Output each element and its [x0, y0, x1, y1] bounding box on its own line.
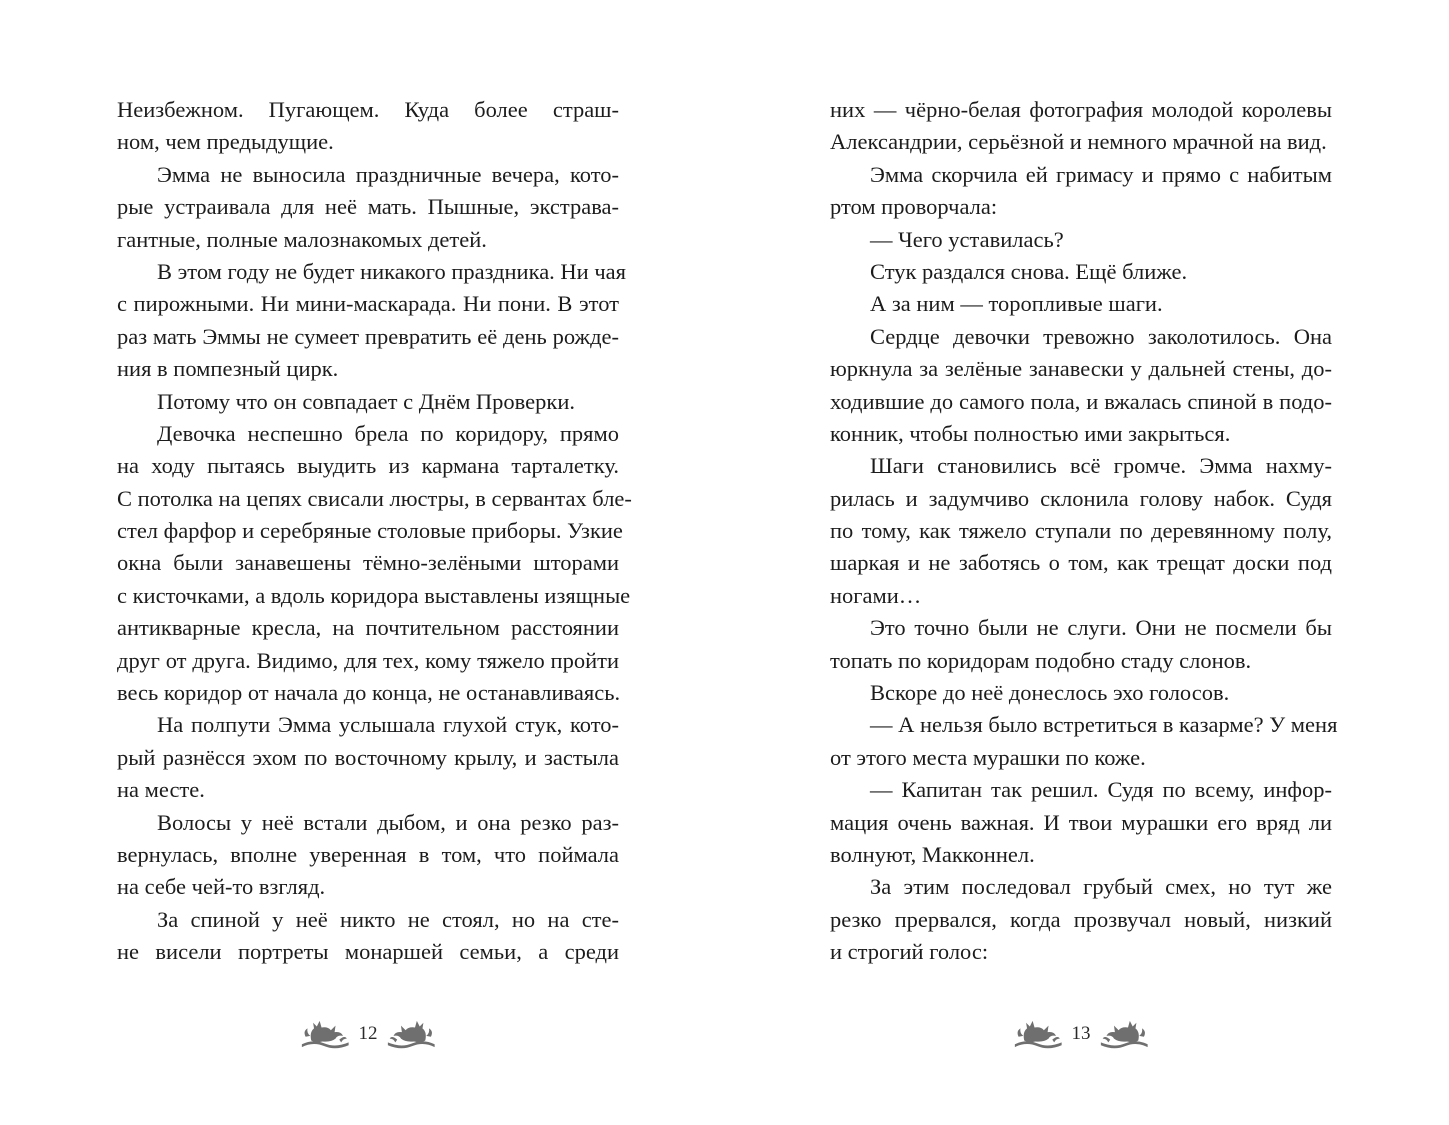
text-line: В этом году не будет никакого праздника. Ни чая: [157, 258, 626, 284]
text-line: стел фарфор и серебряные столовые приборы. Узкие: [117, 518, 623, 544]
left-page-body: [117, 94, 632, 969]
text-line: с кисточками, а вдоль коридора выставлены изящные: [117, 582, 631, 608]
text-line: топать по коридорам подобно стаду слонов.: [830, 647, 1252, 673]
text-line: мация очень важная. И твои мурашки его вряд ли: [830, 809, 1332, 835]
text-line: раз мать Эммы не сумеет превратить её день рожде-: [117, 323, 619, 349]
text-line: рые устраивала для неё мать. Пышные, экстрава-: [117, 194, 619, 220]
text-line: волнуют, Макконнел.: [830, 841, 1035, 867]
text-line: Эмма скорчила ей гримасу и прямо с набитым: [870, 161, 1332, 187]
text-line: Девочка неспешно брела по коридору, прямо: [157, 420, 619, 446]
page-number: 13: [1071, 1023, 1091, 1044]
text-line: За спиной у неё никто не стоял, но на сте-: [157, 906, 619, 932]
text-line: А за ним — торопливые шаги.: [870, 291, 1163, 317]
text-line: ния в помпезный цирк.: [117, 356, 339, 382]
text-line: юркнула за зелёные занавески у дальней стены, до-: [830, 356, 1332, 382]
text-line: — Капитан так решил. Судя по всему, инфор-: [870, 777, 1332, 803]
text-line: антикварные кресла, на почтительном расстоянии: [117, 615, 619, 641]
text-line: окна были занавешены тёмно-зелёными шторами: [117, 550, 619, 576]
text-line: вернулась, вполне уверенная в том, что поймала: [117, 841, 619, 867]
text-line: ртом проворчала:: [830, 194, 998, 220]
text-line: ходившие до самого пола, и вжалась спиной в подо-: [830, 388, 1332, 414]
text-line: на месте.: [117, 777, 205, 803]
text-line: рилась и задумчиво склонила голову набок. Судя: [830, 485, 1332, 511]
text-line: Потому что он совпадает с Днём Проверки.: [157, 388, 576, 414]
text-line: ногами…: [830, 582, 922, 608]
text-line: и строгий голос:: [830, 939, 989, 965]
text-line: весь коридор от начала до конца, не останавливаясь.: [117, 680, 621, 706]
text-line: Шаги становились всё громче. Эмма нахму-: [870, 453, 1332, 479]
left-page-footer: [300, 1012, 436, 1056]
text-line: шаркая и не заботясь о том, как трещат доски под: [830, 550, 1332, 576]
text-line: Вскоре до неё донеслось эхо голосов.: [870, 680, 1230, 706]
text-line: по тому, как тяжело ступали по деревянному полу,: [830, 518, 1332, 544]
text-line: на ходу пытаясь выудить из кармана тарталетку.: [117, 453, 619, 479]
text-line: Это точно были не слуги. Они не посмели бы: [870, 615, 1332, 641]
text-line: Стук раздался снова. Ещё ближе.: [870, 258, 1188, 284]
text-line: — Чего уставилась?: [870, 226, 1064, 252]
text-line: Сердце девочки тревожно заколотилось. Она: [870, 323, 1332, 349]
cat-dragon-ornament-icon: [386, 1017, 437, 1051]
text-line: рый разнёсся эхом по восточному крылу, и застыла: [117, 744, 619, 770]
text-line: них — чёрно-белая фотография молодой королевы: [830, 97, 1332, 122]
right-page-footer: [1013, 1012, 1149, 1056]
text-line: не висели портреты монаршей семьи, а среди: [117, 939, 619, 965]
text-line: друг от друга. Видимо, для тех, кому тяжело пройти: [117, 647, 619, 673]
text-line: резко прервался, когда прозвучал новый, низкий: [830, 906, 1332, 932]
text-line: гантные, полные малознакомых детей.: [117, 226, 487, 252]
cat-dragon-ornament-icon: [1013, 1017, 1064, 1051]
text-line: — А нельзя было встретиться в казарме? У меня: [870, 712, 1338, 738]
text-line: конник, чтобы полностью ими закрыться.: [830, 420, 1231, 446]
cat-dragon-ornament-icon: [1099, 1017, 1150, 1051]
right-page-body: [830, 94, 1338, 969]
text-line: Эмма не выносила праздничные вечера, кото-: [157, 161, 619, 187]
text-line: Неизбежном. Пугающем. Куда более страш-: [117, 97, 619, 122]
page-number: 12: [358, 1023, 378, 1044]
text-line: на себе чей-то взгляд.: [117, 874, 326, 900]
text-line: На полпути Эмма услышала глухой стук, кото-: [157, 712, 619, 738]
text-line: ном, чем предыдущие.: [117, 129, 334, 155]
text-line: За этим последовал грубый смех, но тут же: [870, 874, 1332, 900]
text-line: от этого места мурашки по коже.: [830, 744, 1146, 770]
text-line: Волосы у неё встали дыбом, и она резко раз-: [157, 809, 619, 835]
text-line: с пирожными. Ни мини-маскарада. Ни пони. В этот: [117, 291, 619, 317]
text-line: С потолка на цепях свисали люстры, в сервантах бле-: [117, 485, 632, 511]
text-line: Александрии, серьёзной и немного мрачной на вид.: [830, 129, 1327, 155]
cat-dragon-ornament-icon: [300, 1017, 351, 1051]
